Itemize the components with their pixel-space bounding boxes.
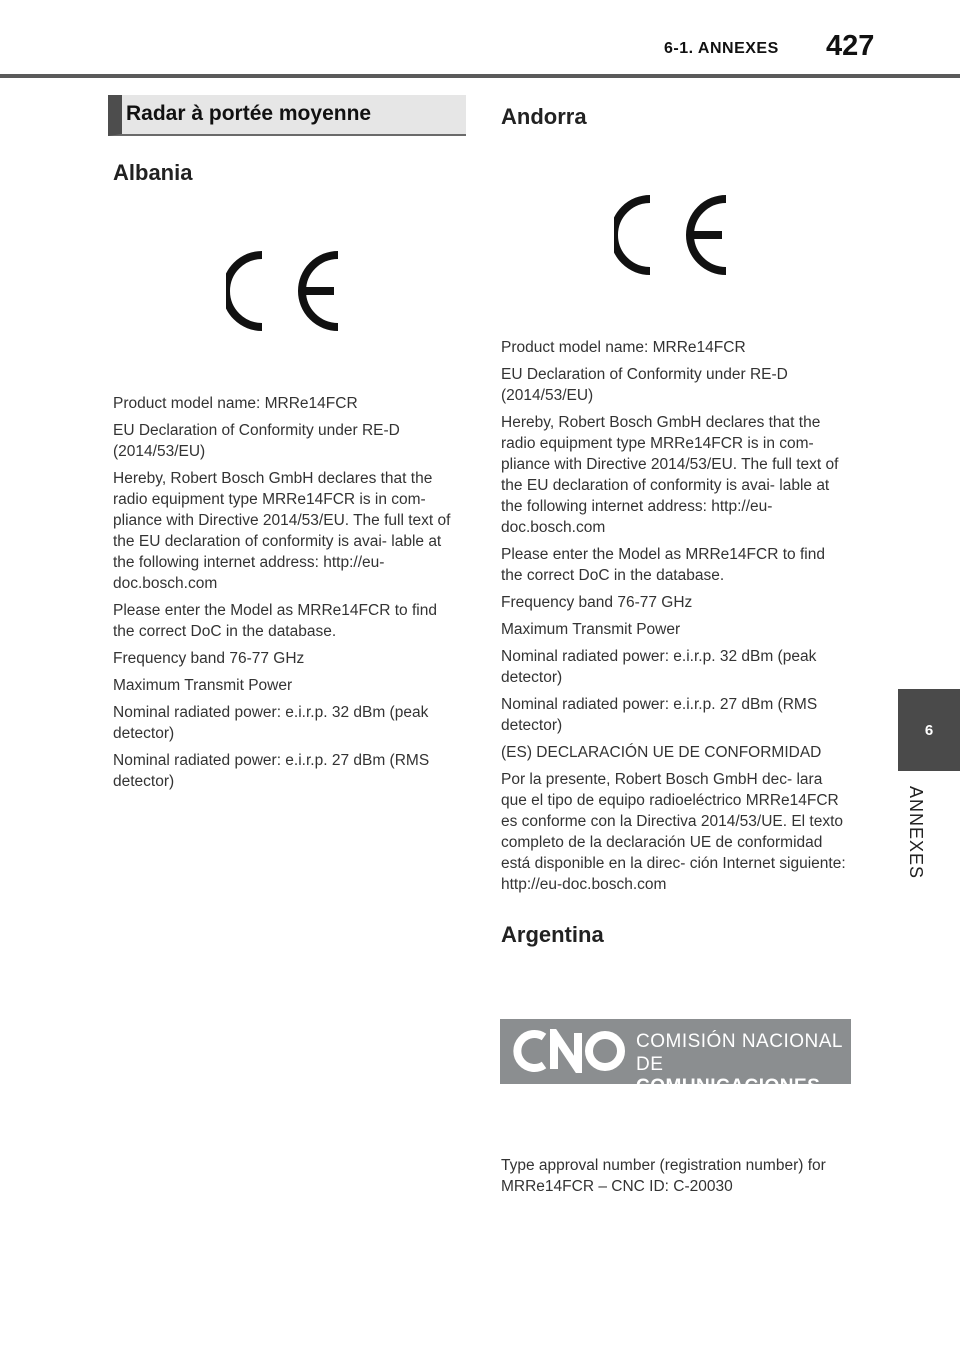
chapter-label: ANNEXES [906, 786, 926, 880]
section-title: Radar à portée moyenne [126, 102, 372, 125]
paragraph: EU Declaration of Conformity under RE-D (2014/53/EU) [501, 366, 788, 404]
andorra-body [501, 337, 846, 901]
paragraph: (ES) DECLARACIÓN UE DE CONFORMIDAD [501, 744, 822, 761]
paragraph: Frequency band 76-77 GHz [501, 594, 693, 611]
chapter-tab [898, 689, 960, 771]
paragraph: Nominal radiated power: e.i.r.p. 27 dBm (RMS detector) [113, 752, 430, 790]
country-title-argentina: Argentina [501, 922, 604, 947]
argentina-body [501, 1155, 846, 1203]
header-divider [0, 74, 960, 78]
ce-mark-icon [226, 249, 344, 333]
paragraph: Nominal radiated power: e.i.r.p. 32 dBm (peak detector) [113, 704, 429, 742]
paragraph: Hereby, Robert Bosch GmbH declares that the radio equipment type MRRe14FCR is in com- pliance with Directive 2014/53/EU. The full text of the EU declaration of conformity is avai- lable at the following internet address: http://eu- doc.bosch.com [501, 414, 839, 536]
paragraph: Please enter the Model as MRRe14FCR to find the correct DoC in the database. [501, 546, 825, 584]
cnc-logo [500, 1019, 851, 1097]
cnc-logo-line2: DE COMUNICACIONES [636, 1054, 821, 1097]
page-number: 427 [826, 30, 875, 62]
paragraph: Product model name: MRRe14FCR [113, 395, 358, 412]
cnc-logo-line1: COMISIÓN NACIONAL [636, 1031, 843, 1052]
paragraph: Por la presente, Robert Bosch GmbH dec- lara que el tipo de equipo radioeléctrico MRRe14FCR es conforme con la Directiva 2014/53/UE. El texto completo de la declaración UE de conformidad está disponible en la direc- ción Internet siguiente: http://eu-doc.bosch.com [501, 771, 846, 893]
paragraph: Nominal radiated power: e.i.r.p. 27 dBm (RMS detector) [501, 696, 818, 734]
paragraph: Maximum Transmit Power [501, 621, 681, 638]
country-title-albania: Albania [113, 160, 193, 185]
paragraph: Type approval number (registration number) for MRRe14FCR – CNC ID: C-20030 [501, 1157, 826, 1195]
paragraph: Product model name: MRRe14FCR [501, 339, 746, 356]
paragraph: Maximum Transmit Power [113, 677, 293, 694]
paragraph: Hereby, Robert Bosch GmbH declares that the radio equipment type MRRe14FCR is in com- pliance with Directive 2014/53/EU. The full text of the EU declaration of conformity is avai- lable at the following internet address: http://eu- doc.bosch.com [113, 470, 451, 592]
paragraph: Frequency band 76-77 GHz [113, 650, 305, 667]
paragraph: Please enter the Model as MRRe14FCR to find the correct DoC in the database. [113, 602, 437, 640]
albania-body [113, 393, 458, 798]
chapter-number: 6 [924, 721, 934, 739]
ce-mark-icon [614, 193, 732, 277]
section-header: 6-1. ANNEXES [664, 40, 779, 57]
paragraph: Nominal radiated power: e.i.r.p. 32 dBm (peak detector) [501, 648, 817, 686]
country-title-andorra: Andorra [501, 104, 587, 129]
cnc-mark-icon [510, 1029, 628, 1073]
paragraph: EU Declaration of Conformity under RE-D (2014/53/EU) [113, 422, 400, 460]
section-title-band [108, 95, 466, 136]
